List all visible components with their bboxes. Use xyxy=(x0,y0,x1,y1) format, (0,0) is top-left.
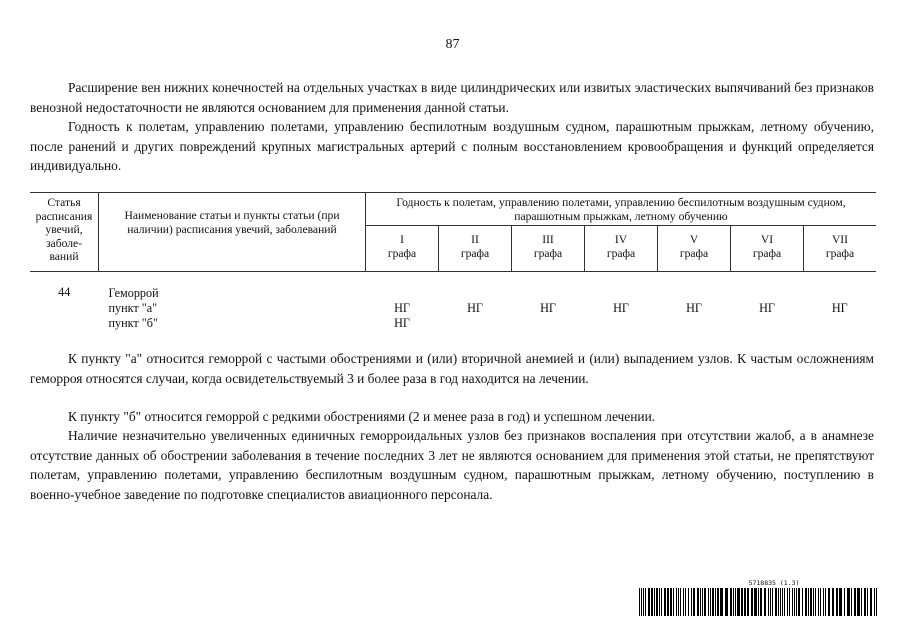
barcode-icon xyxy=(639,588,879,616)
header-fitness-group: Годность к полетам, управлению полетами, управлению беспилотным воздушным судном, парашютным прыжкам, летному обучению xyxy=(366,193,877,226)
paragraph: К пункту "б" относится геморрой с редкими обострениями (2 и менее раза в год) и успешном лечении. xyxy=(68,409,656,424)
grafa-7-value: НГ xyxy=(831,301,848,315)
paragraph: Расширение вен нижних конечностей на отдельных участках в виде цилиндрических или извитых эластических выпячиваний без признаков венозной недостаточности не являются основанием для применения данной статьи. xyxy=(30,80,874,115)
paragraph: К пункту "а" относится геморрой с частыми обострениями и (или) вторичной анемией и (или) выпадением узлов. К частым осложнениям геморроя относятся случаи, когда освидетельствуемый 3 и более раза в год находится на лечении. xyxy=(30,351,874,386)
header-grafa-5: V графа xyxy=(658,226,731,272)
barcode-block xyxy=(639,579,879,616)
grafa-5-value: НГ xyxy=(686,301,702,315)
header-grafa-1: I графа xyxy=(366,226,439,272)
table-row xyxy=(30,286,876,331)
article-name: Геморрой пункт "а" пункт "б" xyxy=(108,286,159,330)
header-name: Наименование статьи и пункты статьи (при наличии) расписания увечий, заболеваний xyxy=(99,193,366,272)
grafa-1-value: НГ НГ xyxy=(394,301,410,330)
diagnosis-table xyxy=(30,192,876,331)
header-article: Статья расписания увечий, заболе-ваний xyxy=(35,196,93,263)
header-grafa-4: IV графа xyxy=(585,226,658,272)
paragraph: Наличие незначительно увеличенных единичных геморроидальных узлов без признаков воспаления при отсутствии жалоб, а в анамнезе отсутствие данных об обострении заболевания в течение последних 3 лет не являются основанием для применения этой статьи, не препятствуют полетам, управлению полетами, управлению беспилотным воздушным судном, парашютным прыжкам, летному обучению, поступлению в военно-учебное заведение по подготовке специалистов авиационного персонала. xyxy=(30,428,874,502)
grafa-2-value: НГ xyxy=(467,301,483,315)
grafa-3-value: НГ xyxy=(540,301,556,315)
paragraph: Годность к полетам, управлению полетами, управлению беспилотным воздушным судном, парашютным прыжкам, летному обучению, после ранений и других повреждений крупных магистральных артерий с полным восстановлением кровообращения и функций определяется индивидуально. xyxy=(30,119,874,173)
grafa-4-value: НГ xyxy=(613,301,629,315)
grafa-6-value: НГ xyxy=(759,301,775,315)
barcode-label: 5718835 (1.3) xyxy=(748,579,800,587)
header-grafa-3: III графа xyxy=(512,226,585,272)
header-grafa-7: VII графа xyxy=(804,226,877,272)
header-grafa-2: II графа xyxy=(439,226,512,272)
article-number: 44 xyxy=(58,285,71,299)
header-grafa-6: VI графа xyxy=(731,226,804,272)
page-number: 87 xyxy=(445,37,460,52)
